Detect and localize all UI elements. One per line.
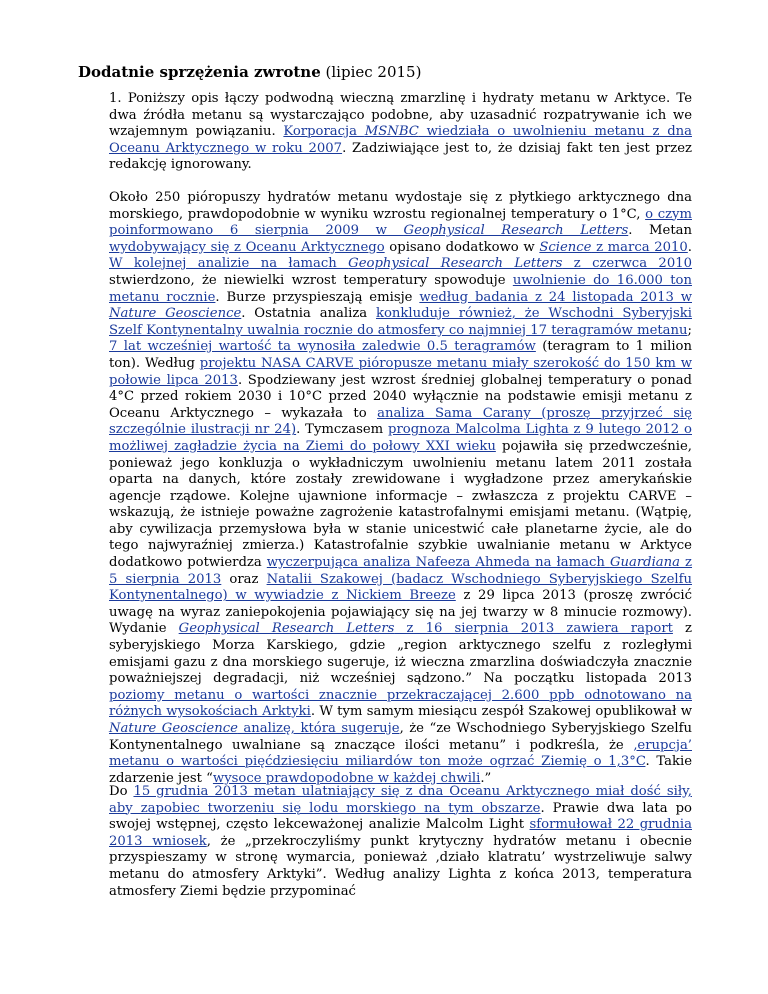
text-run: . Burze przyspieszają emisje — [215, 289, 420, 305]
text-run: , że „przekroczyliśmy punkt krytyczny hydratów metanu i obecnie przyspieszamy w stronę wymarcia, ponieważ ‚działo klatratu’ wystrzeliwuje salwy metanu do atmosfery Arktyki”. Według analizy Lighta z końca 2013, temperatura atmosfery Ziemi będzie przypominać — [109, 833, 692, 899]
link[interactable]: Geophysical Research Letters — [178, 621, 395, 637]
paragraph-text — [109, 784, 692, 900]
paragraph-text — [109, 190, 692, 787]
text-run: . Metan — [628, 223, 692, 239]
heading-title: Dodatnie sprzężenia zwrotne — [78, 63, 321, 81]
text-run: Około 250 pióropuszy hydratów metanu wydostaje się z płytkiego arktycznego dna morskiego, prawdopodobnie w wyniku wzrostu regionalnej temperatury o 1°C, — [109, 190, 692, 222]
link[interactable]: z 5 sierpnia 2013 — [109, 555, 693, 587]
heading-date: (lipiec 2015) — [325, 63, 422, 81]
text-run: z 29 lipca 2013 (proszę zwrócić uwagę na wyraz zaniepokojenia pojawiający się na jej twarzy w 8 minucie rozmowy). Wydanie — [109, 588, 693, 637]
link[interactable]: prognoza Malcolma Lighta z 9 lutego 2012 o możliwej zagładzie życia na Ziemi do połowy XXI wieku — [109, 422, 692, 454]
link[interactable]: Nature Geoscience — [109, 721, 238, 736]
text-run: (teragram to 1 milion ton). Według — [109, 339, 692, 371]
link[interactable]: Geophysical Research Letters — [348, 256, 563, 272]
link[interactable]: MSNBC — [364, 124, 419, 140]
link[interactable]: Geophysical Research Letters — [403, 223, 629, 239]
link[interactable]: poziomy metanu o wartości znacznie przekraczającej 2.600 ppb odnotowano na różnych wysokościach Arktyki — [109, 687, 692, 720]
text-run: . Zadziwiające jest to, że dzisiaj fakt ten jest przez redakcję ignorowany. — [109, 140, 692, 173]
text-run: ; — [687, 322, 692, 338]
paragraph-text — [109, 91, 692, 174]
text-run: . Prawie dwa lata po swojej wstępnej, często lekceważonej analizie Malcolm Light — [109, 800, 692, 833]
text-run: . Spodziewany jest wzrost średniej globalnej temperatury o ponad 4°C przed rokiem 2030 i 10°C przed 2040 wyłącznie na podstawie emisji metanu z Oceanu Arktycznego – wykazała to — [109, 372, 692, 421]
link[interactable]: projektu NASA CARVE pióropusze metanu miały szerokość do 150 km w połowie lipca 2013 — [109, 355, 693, 388]
link[interactable]: uwolnienie do 16.000 ton metanu rocznie — [109, 272, 692, 305]
text-run: opisano dodatkowo w — [384, 239, 540, 255]
text-run: . Ostatnia analiza — [241, 306, 376, 322]
paragraph-methane-plumes — [109, 190, 692, 787]
link[interactable]: W kolejnej analizie na łamach — [109, 256, 349, 272]
link[interactable]: o czym poinformowano 6 sierpnia 2009 w — [109, 206, 692, 239]
text-run: z syberyjskiego Morza Karskiego, gdzie „region arktycznego szelfu z rozległymi emisjami gazu z dna morskiego sugeruje, iż wieczna zmarzlina doświadczyła znacznie poważniejszej degradacji, niż wcześniej sądzono.” Na początku listopada 2013 — [109, 621, 692, 687]
link[interactable]: Guardiana — [609, 555, 681, 571]
paragraph-intro — [109, 91, 692, 174]
text-run: , że “ze Wschodniego Syberyjskiego Szelfu Kontynentalnego uwalniane są znaczące ilości metanu” i podkreśla, że — [109, 721, 692, 753]
link[interactable]: wydobywający się z Oceanu Arktycznego — [109, 239, 385, 255]
text-run: . Tymczasem — [296, 422, 389, 438]
paragraph-december-2013 — [109, 784, 692, 900]
text-run: oraz — [221, 571, 267, 587]
link[interactable]: Natalii Szakowej (badacz Wschodniego Syberyjskiego Szelfu Kontynentalnego) w wywiadzie z Nickiem Breeze — [109, 571, 692, 604]
link[interactable]: Science — [539, 239, 592, 255]
text-run: Do — [109, 784, 134, 799]
link[interactable]: Nature Geoscience — [109, 306, 242, 322]
text-run: . W tym samym miesiącu zespół Szakowej opublikował w — [310, 704, 692, 720]
text-run: pojawiła się przedwcześnie, ponieważ jego konkluzja o wykładniczym uwolnieniu metanu latem 2011 została oparta na danych, które zostały zrewidowane i wygładzone przez amerykańskie agencje rządowe. Kolejne ujawnione informacje – zwłaszcza z projektu CARVE – wskazują, że istnieje poważne zagrożenie katastrofalnymi emisjami metanu. (Wątpię, aby cywilizacja przemysłowa była w stanie unicestwić całe planetarne życie, ale do tego najwyraźniej zmierza.) Katastrofalnie szybkie uwalnianie metanu w Arktyce dodatkowo potwierdza — [109, 438, 692, 571]
section-heading — [78, 62, 421, 82]
link[interactable]: z marca 2010 — [591, 239, 688, 255]
link[interactable]: 15 grudnia 2013 metan ulatniający się z dna Oceanu Arktycznego miał dość siły, aby zapobiec tworzeniu się lodu morskiego na tym obszarze — [109, 784, 692, 816]
text-run: .” — [480, 770, 492, 786]
link[interactable]: konkluduje również, że Wschodni Syberyjski Szelf Kontynentalny uwalnia rocznie do atmosfery co najmniej 17 teragramów metanu — [109, 306, 692, 338]
link[interactable]: z 16 sierpnia 2013 zawiera raport — [394, 621, 673, 637]
link[interactable]: z czerwca 2010 — [562, 256, 692, 272]
link[interactable]: Korporacja — [283, 124, 365, 140]
link[interactable]: analizę, która sugeruje — [237, 721, 400, 736]
link[interactable]: wysoce prawdopodobne w każdej chwili — [212, 770, 481, 786]
link[interactable]: ‚erupcja’ metanu o wartości pięćdziesięciu miliardów ton może ogrzać Ziemię o 1,3°C — [109, 737, 692, 770]
text-run: . Takie zdarzenie jest “ — [109, 754, 693, 786]
text-run: . — [687, 239, 692, 255]
link[interactable]: wiedziała o uwolnieniu metanu z dna Oceanu Arktycznego w roku 2007 — [109, 124, 692, 156]
link[interactable]: według badania z 24 listopada 2013 w — [419, 289, 692, 305]
link[interactable]: wyczerpująca analiza Nafeeza Ahmeda na łamach — [266, 555, 610, 571]
text-run: stwierdzono, że niewielki wzrost temperatury spowoduje — [109, 272, 513, 288]
link[interactable]: sformułował 22 grudnia 2013 wniosek — [109, 817, 692, 849]
link[interactable]: 7 lat wcześniej wartość ta wynosiła zaledwie 0.5 teragramów — [109, 339, 536, 355]
text-run: 1. Poniższy opis łączy podwodną wieczną zmarzlinę i hydraty metanu w Arktyce. Te dwa źródła metanu są wystarczająco podobne, aby uzasadnić rozpatrywanie ich we wzajemnym powiązaniu. — [109, 91, 692, 140]
link[interactable]: analiza Sama Carany (proszę przyjrzeć się szczególnie ilustracji nr 24) — [109, 405, 692, 438]
